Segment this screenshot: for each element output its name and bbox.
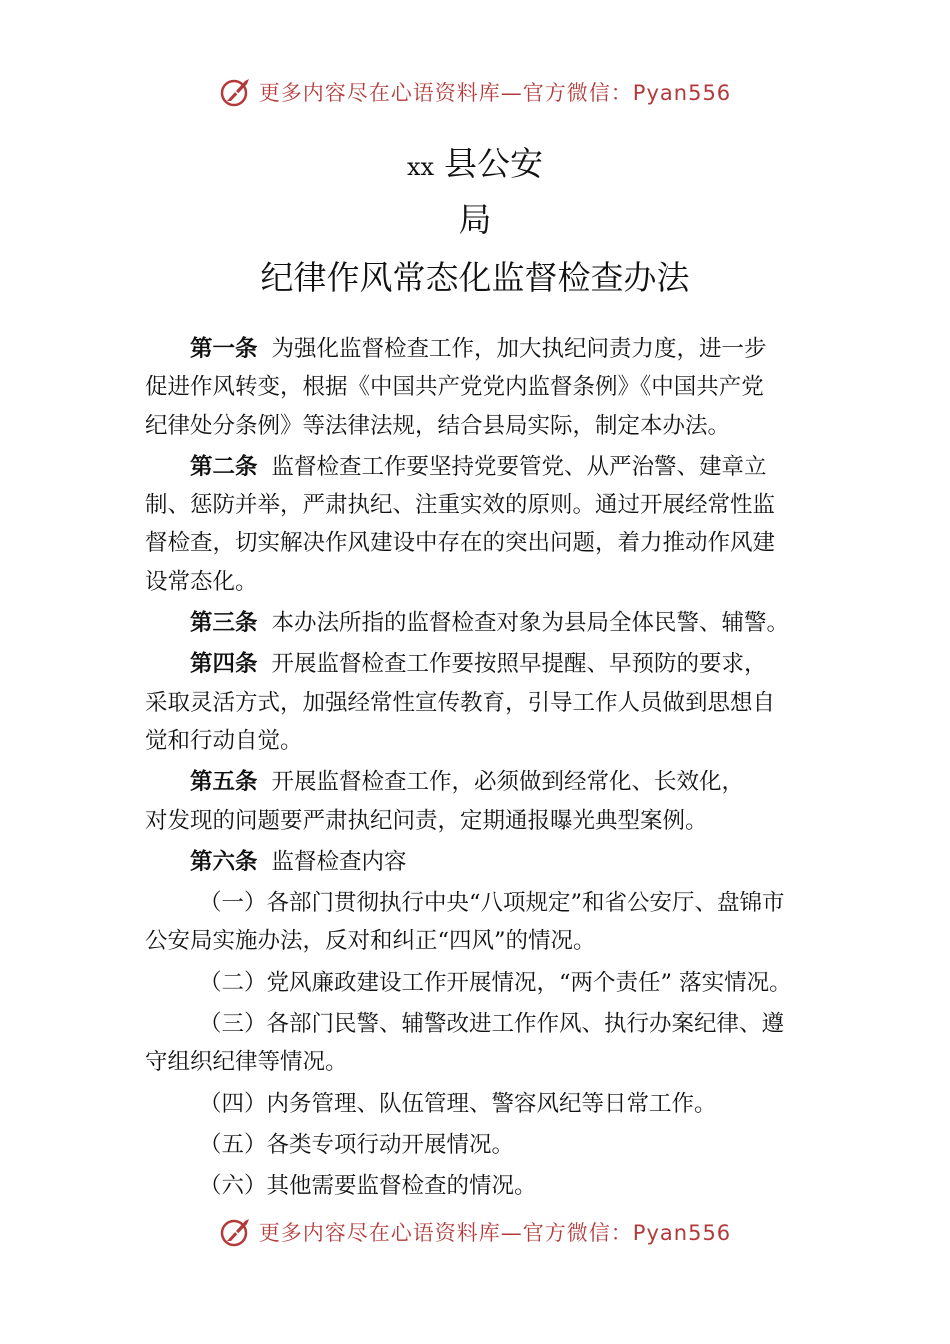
article-label: 第一条: [190, 336, 258, 362]
text-line: [145, 604, 825, 642]
text-line: [145, 884, 825, 922]
item-text: 公安局实施办法，反对和纠正“四风”的情况。: [145, 928, 596, 955]
list-item: [145, 1085, 825, 1123]
text-line: [145, 645, 825, 683]
article-text: 纪律处分条例》等法律法规，结合县局实际，制定本办法。: [145, 412, 731, 439]
watermark-header: [0, 72, 950, 112]
text-line: [145, 684, 825, 722]
item-text: （二）党风廉政建设工作开展情况，“两个责任” 落实情况。: [199, 969, 792, 996]
article-paragraph: [145, 843, 825, 881]
item-text: （四）内务管理、队伍管理、警容风纪等日常工作。: [199, 1090, 717, 1117]
article-paragraph: [145, 448, 825, 601]
text-line: [145, 563, 825, 601]
article-label: 第三条: [190, 610, 258, 637]
article-label: 第六条: [190, 848, 258, 875]
article-paragraph: [145, 763, 825, 840]
text-line: [145, 486, 825, 524]
quill-logo-icon: [219, 1215, 253, 1249]
title-prefix: xx: [406, 153, 435, 181]
text-line: [145, 1085, 825, 1123]
document-title-line-2: 局: [458, 200, 492, 239]
article-text: 觉和行动自觉。: [145, 727, 303, 754]
text-line: [145, 1126, 825, 1164]
text-line: [145, 524, 825, 562]
text-line: [145, 922, 825, 960]
article-text: 开展监督检查工作，必须做到经常化、长效化，: [271, 769, 745, 796]
document-title-line-1: [0, 138, 950, 185]
text-line: [145, 407, 825, 445]
article-label: 第二条: [190, 453, 258, 480]
text-line: [145, 722, 825, 760]
article-text: 为强化监督检查工作，加大执纪问责力度，进一步: [271, 336, 767, 362]
list-item: [145, 964, 825, 1002]
text-line: [145, 368, 825, 406]
text-line: [145, 763, 825, 801]
article-label: 第四条: [190, 651, 258, 678]
title-main: 县公安: [444, 144, 544, 183]
item-text: 守组织纪律等情况。: [145, 1049, 348, 1076]
article-text: 促进作风转变，根据《中国共产党党内监督条例》《中国共产党: [145, 374, 764, 401]
article-text: 开展监督检查工作要按照早提醒、早预防的要求，: [271, 651, 767, 678]
article-text: 监督检查工作要坚持党要管党、从严治警、建章立: [271, 453, 767, 480]
list-item: [145, 884, 825, 961]
article-paragraph: [145, 645, 825, 760]
item-text: （六）其他需要监督检查的情况。: [199, 1173, 537, 1200]
article-text: 监督检查内容: [271, 848, 407, 875]
text-line: [145, 448, 825, 486]
article-label: 第五条: [190, 769, 258, 796]
text-line: [145, 1167, 825, 1205]
quill-logo-icon: [219, 75, 253, 109]
watermark-footer: [0, 1212, 950, 1252]
list-item: [145, 1167, 825, 1205]
item-text: （一）各部门贯彻执行中央“八项规定”和省公安厅、盘锦市: [199, 890, 785, 917]
item-text: （三）各部门民警、辅警改进工作作风、执行办案纪律、遵: [199, 1011, 785, 1038]
article-text: 设常态化。: [145, 568, 258, 595]
article-text: 对发现的问题要严肃执纪问责，定期通报曝光典型案例。: [145, 807, 708, 834]
text-line: [145, 1043, 825, 1081]
list-item: [145, 1126, 825, 1164]
text-line: [145, 964, 825, 1002]
watermark-text: 更多内容尽在心语资料库—官方微信：Pyan556: [258, 1221, 732, 1245]
article-text: 本办法所指的监督检查对象为县局全体民警、辅警。: [271, 610, 790, 637]
text-line: [145, 330, 825, 368]
text-line: [145, 1005, 825, 1043]
text-line: [145, 843, 825, 881]
item-text: （五）各类专项行动开展情况。: [199, 1131, 515, 1158]
text-line: [145, 802, 825, 840]
document-body: [145, 330, 825, 1209]
article-text: 采取灵活方式，加强经常性宣传教育，引导工作人员做到思想自: [145, 689, 776, 716]
article-text: 督检查，切实解决作风建设中存在的突出问题，着力推动作风建: [145, 530, 776, 557]
watermark-text: 更多内容尽在心语资料库—官方微信：Pyan556: [258, 81, 732, 105]
list-item: [145, 1005, 825, 1082]
article-text: 制、惩防并举，严肃执纪、注重实效的原则。通过开展经常性监: [145, 492, 776, 519]
document-title-line-3: 纪律作风常态化监督检查办法: [260, 258, 690, 297]
article-paragraph: [145, 604, 825, 642]
article-paragraph: [145, 330, 825, 445]
